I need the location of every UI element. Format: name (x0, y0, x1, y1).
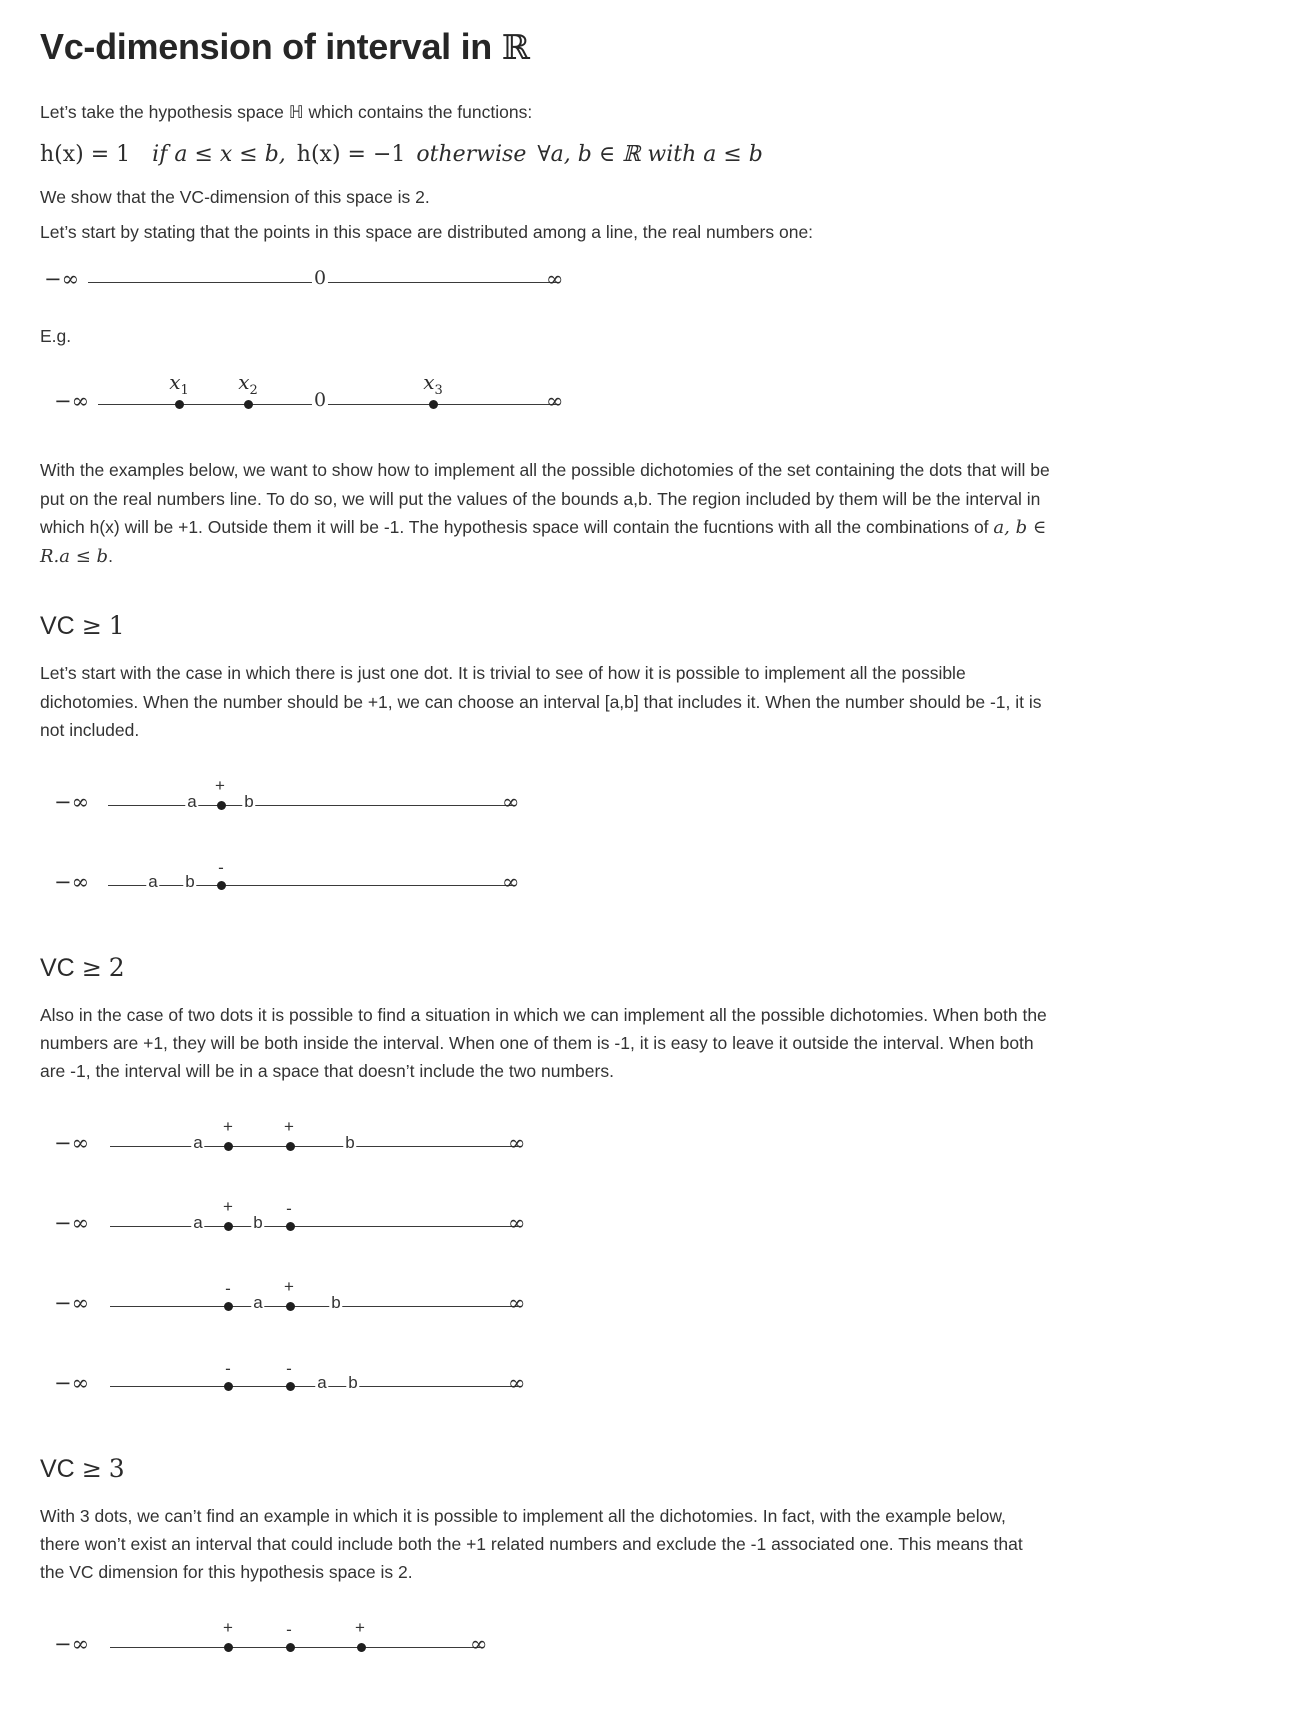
sign-plus: + (355, 1617, 365, 1637)
point-dot (224, 1222, 233, 1231)
neg-infinity-label: −∞ (54, 1130, 90, 1155)
section-paragraph-vc3: With 3 dots, we can’t find an example in which it is possible to implement all the dichotomies. In fact, with the example below, there won’t exist an interval that could include both the +1 related numbers and exclude the -1 associated one. This means that the VC dimension for this hypothesis space is 2. (40, 1505, 1023, 1583)
page-title-text: Vc-dimension of interval in (40, 26, 502, 67)
sign-plus: + (215, 775, 225, 795)
vc1-diagram-minus (40, 851, 1253, 913)
example-label: E.g. (40, 326, 72, 347)
bound-a-label: a (148, 871, 158, 891)
pos-infinity-label: ∞ (546, 389, 564, 414)
point-dot (357, 1643, 366, 1652)
pos-infinity-label: ∞ (502, 869, 520, 894)
point-dot (286, 1142, 295, 1151)
axis-segment (110, 1306, 518, 1307)
axis-segment (108, 805, 513, 806)
body-paragraph-math: a, b ∈ R.a ≤ b (40, 517, 1047, 568)
real-number-line-plain (40, 260, 1253, 300)
number-line-axis (40, 789, 1253, 827)
neg-infinity-label: −∞ (54, 1290, 90, 1315)
section-heading-number: 3 (108, 1453, 125, 1483)
section-heading-vc2 (40, 953, 1253, 983)
neg-infinity-label: −∞ (54, 1631, 90, 1656)
vc2-diagram-minus-plus (40, 1272, 1253, 1334)
section-heading-vc1 (40, 611, 1253, 641)
sign-plus: + (223, 1116, 233, 1136)
point-dot (286, 1222, 295, 1231)
point-dot (429, 400, 438, 409)
vc2-diagram-plus-plus (40, 1112, 1253, 1174)
section-heading-number: 2 (108, 952, 125, 982)
bound-b-label: b (348, 1372, 358, 1392)
number-line-axis (40, 1370, 1253, 1408)
pos-infinity-label: ∞ (502, 789, 520, 814)
point-dot (224, 1643, 233, 1652)
bound-b-label: b (345, 1132, 355, 1152)
bound-b-label: b (253, 1212, 263, 1232)
zero-label: 0 (313, 389, 327, 412)
point-dot (175, 400, 184, 409)
point-dot (217, 881, 226, 890)
body-paragraph (40, 456, 1050, 571)
sign-minus: - (286, 1619, 292, 1639)
number-line-axis (40, 869, 1253, 907)
intro-paragraph-1: Let’s take the hypothesis space ℍ which contains the functions: (40, 102, 533, 123)
vc2-diagram-plus-minus (40, 1192, 1253, 1254)
pos-infinity-label: ∞ (470, 1631, 488, 1656)
section-heading-vc3 (40, 1454, 1253, 1484)
real-number-line-example (40, 368, 1253, 430)
ge-symbol: ≥ (81, 612, 102, 641)
hypothesis-formula (40, 142, 1253, 167)
point-dot (244, 400, 253, 409)
section-heading-prefix: VC (40, 612, 75, 641)
bound-a-label: a (187, 791, 197, 811)
neg-infinity-label: −∞ (54, 1210, 90, 1235)
point-dot (224, 1302, 233, 1311)
vc1-diagram-plus (40, 771, 1253, 833)
number-line-axis (40, 267, 1253, 304)
neg-infinity-label: −∞ (54, 789, 90, 814)
body-paragraph-text: With the examples below, we want to show how to implement all the possible dichotomies of the set containing the dots that will be put on the real numbers line. To do so, we will put the values of the bounds a,b. The region included by them will be the interval in which h(x) will be +1. Outside them it will be -1. The hypothesis space will contain the fucntions with all the combinations of (40, 460, 1050, 538)
axis-segment (108, 885, 513, 886)
vc3-diagram-plus-minus-plus (40, 1613, 1253, 1675)
sign-plus: + (223, 1617, 233, 1637)
bound-a-label: a (253, 1292, 263, 1312)
number-line-axis (40, 1130, 1253, 1168)
point-dot (286, 1382, 295, 1391)
bound-b-label: b (331, 1292, 341, 1312)
bound-b-label: b (185, 871, 195, 891)
neg-infinity-label: −∞ (54, 389, 90, 414)
ge-symbol: ≥ (81, 1454, 102, 1483)
bound-a-label: a (193, 1212, 203, 1232)
sign-plus: + (284, 1276, 294, 1296)
zero-label: 0 (313, 267, 327, 290)
sign-minus: - (286, 1358, 292, 1378)
point-dot (286, 1302, 295, 1311)
formula-part-5: ∀a, b ∈ ℝ with a ≤ b (537, 142, 763, 168)
pos-infinity-label: ∞ (508, 1370, 526, 1395)
x1-label: $x_1$ (169, 370, 189, 399)
section-heading-prefix: VC (40, 1454, 75, 1483)
section-heading-number: 1 (108, 611, 125, 641)
pos-infinity-label: ∞ (508, 1290, 526, 1315)
neg-infinity-label: −∞ (54, 869, 90, 894)
point-dot (224, 1142, 233, 1151)
bound-b-label: b (244, 791, 254, 811)
sign-minus: - (218, 857, 224, 877)
x3-label: $x_3$ (423, 370, 443, 399)
number-line-axis (40, 389, 1253, 426)
section-paragraph-vc1: Let’s start with the case in which there is just one dot. It is trivial to see of how it is possible to implement all the possible dichotomies. When the number should be +1, we can choose an interval [a,b] that includes it. When the number should be -1, it is not included. (40, 663, 1042, 741)
ge-symbol: ≥ (81, 953, 102, 982)
sign-minus: - (225, 1358, 231, 1378)
point-dot (217, 801, 226, 810)
axis-segment (110, 1226, 518, 1227)
blackboard-r-symbol: ℝ (501, 28, 530, 68)
axis-segment (98, 404, 560, 405)
axis-segment (110, 1647, 480, 1648)
sign-minus: - (286, 1198, 292, 1218)
neg-infinity-label: −∞ (44, 267, 80, 292)
bound-a-label: a (193, 1132, 203, 1152)
sign-plus: + (284, 1116, 294, 1136)
number-line-axis (40, 1210, 1253, 1248)
point-dot (224, 1382, 233, 1391)
pos-infinity-label: ∞ (546, 267, 564, 292)
body-paragraph-end: . (108, 546, 113, 567)
pos-infinity-label: ∞ (508, 1130, 526, 1155)
formula-part-4: otherwise (416, 142, 527, 168)
bound-a-label: a (317, 1372, 327, 1392)
axis-segment (110, 1386, 518, 1387)
number-line-axis (40, 1631, 1253, 1669)
formula-part-3: h(x) = −1 (296, 142, 406, 168)
neg-infinity-label: −∞ (54, 1370, 90, 1395)
axis-segment (110, 1146, 518, 1147)
sign-plus: + (223, 1196, 233, 1216)
intro-paragraph-2: We show that the VC-dimension of this space is 2. (40, 187, 430, 208)
section-heading-prefix: VC (40, 953, 75, 982)
sign-minus: - (225, 1278, 231, 1298)
section-paragraph-vc2: Also in the case of two dots it is possible to find a situation in which we can implement all the possible dichotomies. When both the numbers are +1, they will be both inside the interval. When one of them is -1, it is easy to leave it outside the interval. When both are -1, the interval will be in a space that doesn’t include the two numbers. (40, 1004, 1047, 1082)
point-dot (286, 1643, 295, 1652)
formula-part-2: if a ≤ x ≤ b, (152, 142, 286, 168)
pos-infinity-label: ∞ (508, 1210, 526, 1235)
formula-part-1: h(x) = 1 (40, 142, 131, 168)
page-title (40, 26, 1253, 68)
intro-paragraph-3: Let’s start by stating that the points in this space are distributed among a line, the real numbers one: (40, 221, 814, 242)
x2-label: $x_2$ (238, 370, 258, 399)
number-line-axis (40, 1290, 1253, 1328)
vc2-diagram-minus-minus (40, 1352, 1253, 1414)
